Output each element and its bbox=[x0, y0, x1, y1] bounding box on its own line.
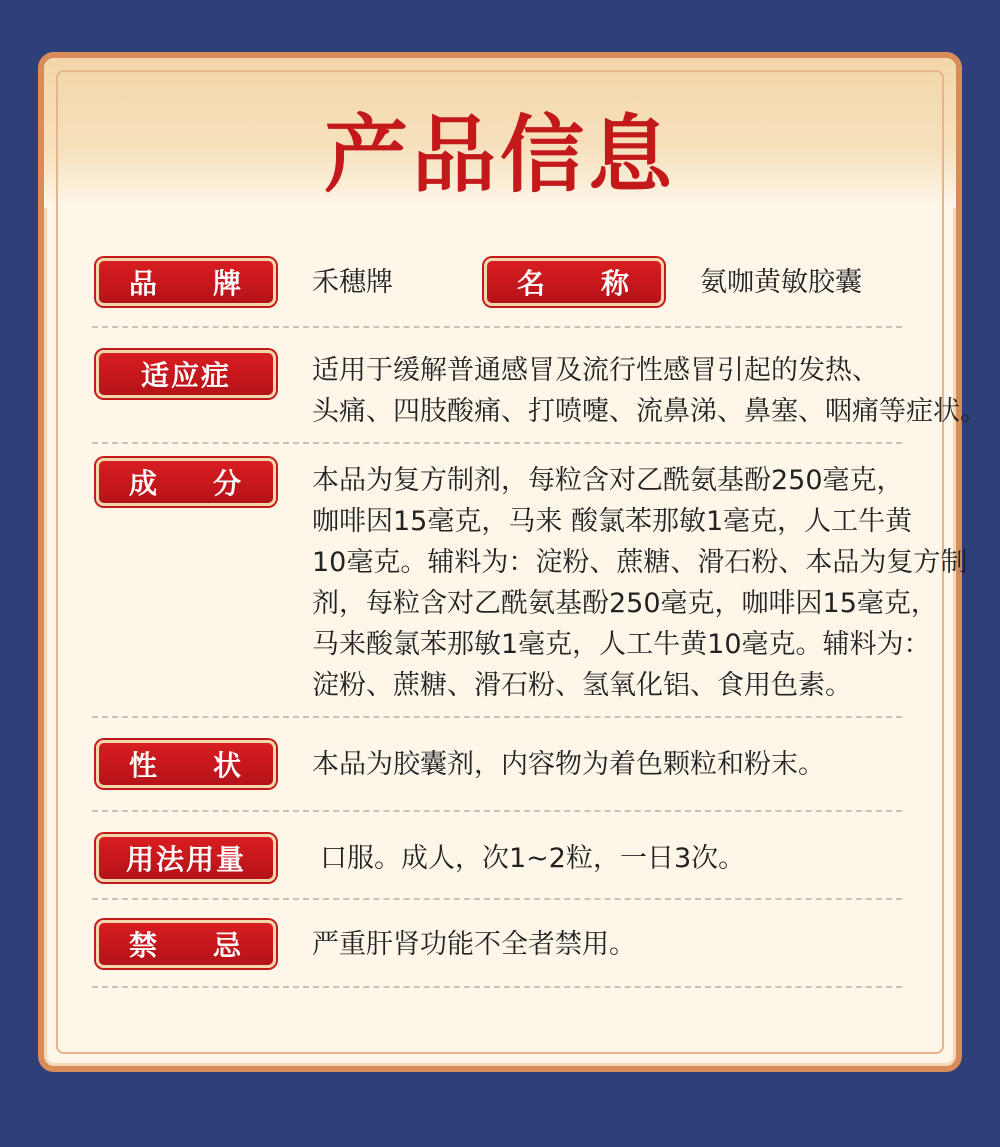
value-brand: 禾穗牌 bbox=[312, 267, 393, 298]
label-indications: 适应症 bbox=[96, 350, 276, 398]
value-properties: 本品为胶囊剂，内容物为着色颗粒和粉末。 bbox=[312, 749, 825, 780]
value-indications: 适用于缓解普通感冒及流行性感冒引起的发热、 头痛、四肢酸痛、打喷嚏、流鼻涕、鼻塞、咽痛等症状。 bbox=[312, 355, 987, 427]
label-brand: 品 牌 bbox=[96, 258, 276, 306]
label-ingredients: 成 分 bbox=[96, 458, 276, 506]
label-dosage: 用法用量 bbox=[96, 834, 276, 882]
divider bbox=[92, 810, 902, 812]
divider bbox=[92, 986, 902, 988]
label-properties: 性 状 bbox=[96, 740, 276, 788]
value-dosage: 口服。成人，次1~2粒，一日3次。 bbox=[320, 843, 746, 874]
divider bbox=[92, 326, 902, 328]
divider bbox=[92, 898, 902, 900]
value-name: 氨咖黄敏胶囊 bbox=[700, 267, 862, 298]
divider bbox=[92, 716, 902, 718]
label-name: 名 称 bbox=[484, 258, 664, 306]
value-ingredients: 本品为复方制剂，每粒含对乙酰氨基酚250毫克， 咖啡因15毫克，马来 酸氯苯那敏1毫克，人工牛黄 10毫克。辅料为：淀粉、蔗糖、滑石粉、本品为复方制 剂，每粒含对乙酰氨基酚250毫克，咖啡因15毫克， 马来酸氯苯那敏1毫克，人工牛黄10毫克。辅料为： 淀粉、蔗糖、滑石粉、氢氧化铝、食用色素。 bbox=[312, 465, 968, 701]
label-contraindications: 禁 忌 bbox=[96, 920, 276, 968]
divider bbox=[92, 442, 902, 444]
page-title: 产品信息 bbox=[323, 106, 676, 204]
value-contraindications: 严重肝肾功能不全者禁用。 bbox=[312, 929, 636, 960]
